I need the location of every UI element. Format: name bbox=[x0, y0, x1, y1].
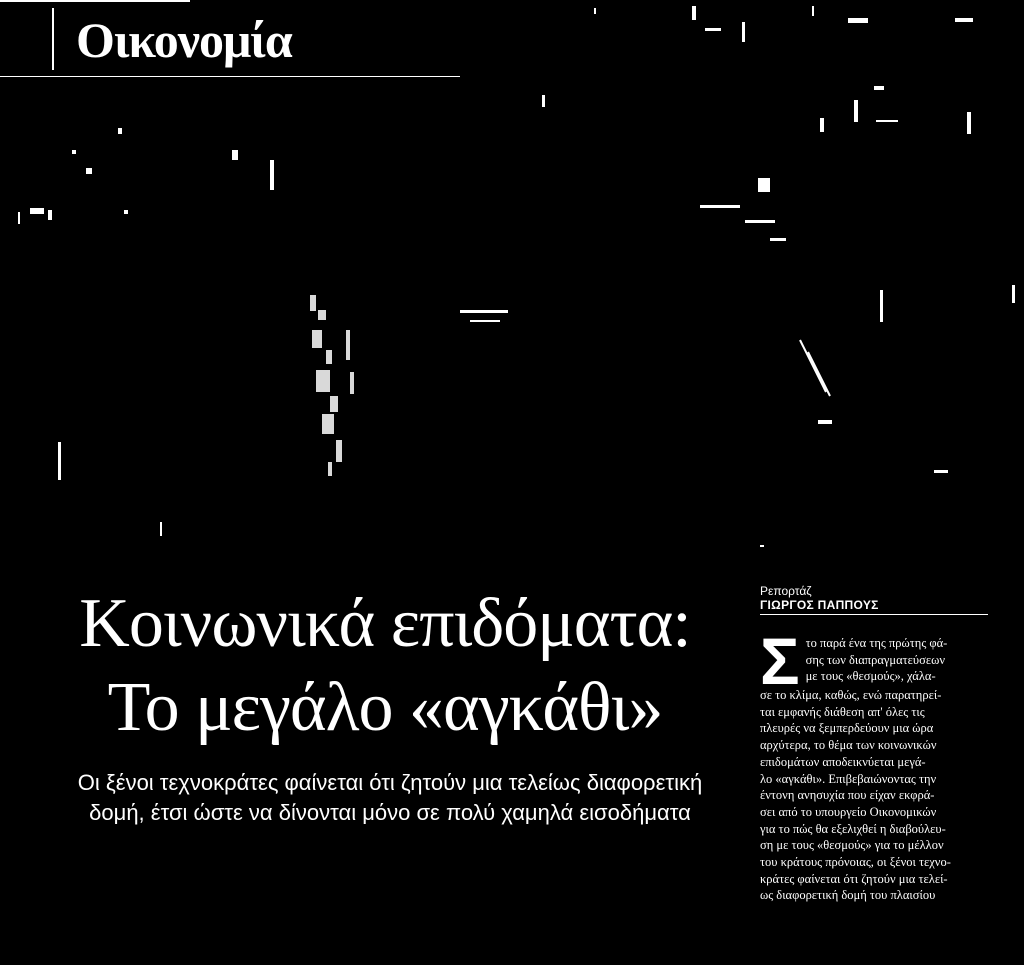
body-line: σει από το υπουργείο Οικονομικών bbox=[760, 804, 937, 819]
body-line: ως διαφορετική δομή του πλαισίου bbox=[760, 888, 936, 903]
headline-line-1: Κοινωνικά επιδόματα: bbox=[79, 585, 691, 662]
article-byline: ΓΙΩΡΓΟΣ ΠΑΠΠΟΥΣ bbox=[760, 598, 879, 612]
standfirst-line-2: δομή, έτσι ώστε να δίνονται μόνο σε πολύ χαμηλά εισοδήματα bbox=[89, 800, 691, 825]
headline-line-2: Το μεγάλο «αγκάθι» bbox=[107, 669, 663, 746]
body-line: το παρά ένα της πρώτης φά- bbox=[805, 636, 948, 650]
body-line: κράτες φαίνεται ότι ζητούν μια τελεί- bbox=[760, 871, 948, 886]
drop-cap: Σ bbox=[760, 624, 800, 698]
section-top-rule bbox=[0, 0, 190, 2]
body-line: λο «αγκάθι». Επιβεβαιώνοντας την bbox=[760, 771, 937, 786]
body-line: του κράτους πρόνοιας, οι ξένοι τεχνο- bbox=[760, 855, 951, 870]
byline-rule bbox=[760, 614, 988, 615]
section-title: Οικονομία bbox=[76, 12, 292, 68]
article-kicker: Ρεπορτάζ bbox=[760, 584, 812, 598]
body-line: σης των διαπραγματεύσεων bbox=[805, 652, 945, 667]
section-bottom-rule bbox=[0, 76, 460, 77]
body-line: επιδομάτων αποδεικνύεται μεγά- bbox=[760, 754, 926, 769]
body-line: σε το κλίμα, καθώς, ενώ παρατηρεί- bbox=[760, 688, 942, 702]
body-line: πλευρές να ξεμπερδεύουν μια ώρα bbox=[760, 721, 934, 736]
body-line: για το πώς θα εξελιχθεί η διαβούλευ- bbox=[760, 821, 946, 836]
body-line: με τους «θεσμούς», χάλα- bbox=[805, 669, 936, 684]
article-column bbox=[760, 584, 1000, 904]
body-line: αρχύτερα, το θέμα των κοινωνικών bbox=[760, 738, 937, 753]
body-line: ση με τους «θεσμούς» για το μέλλον bbox=[760, 838, 944, 853]
standfirst-line-1: Οι ξένοι τεχνοκράτες φαίνεται ότι ζητούν μια τελείως διαφορετική bbox=[77, 770, 703, 795]
body-line: ται εμφανής διάθεση απ' όλες τις bbox=[760, 704, 925, 719]
body-line: έντονη ανησυχία που είχαν εκφρά- bbox=[760, 788, 935, 803]
article-standfirst bbox=[40, 768, 740, 828]
article-headline bbox=[20, 582, 750, 750]
section-vertical-rule bbox=[52, 8, 54, 70]
article-body bbox=[760, 624, 990, 904]
